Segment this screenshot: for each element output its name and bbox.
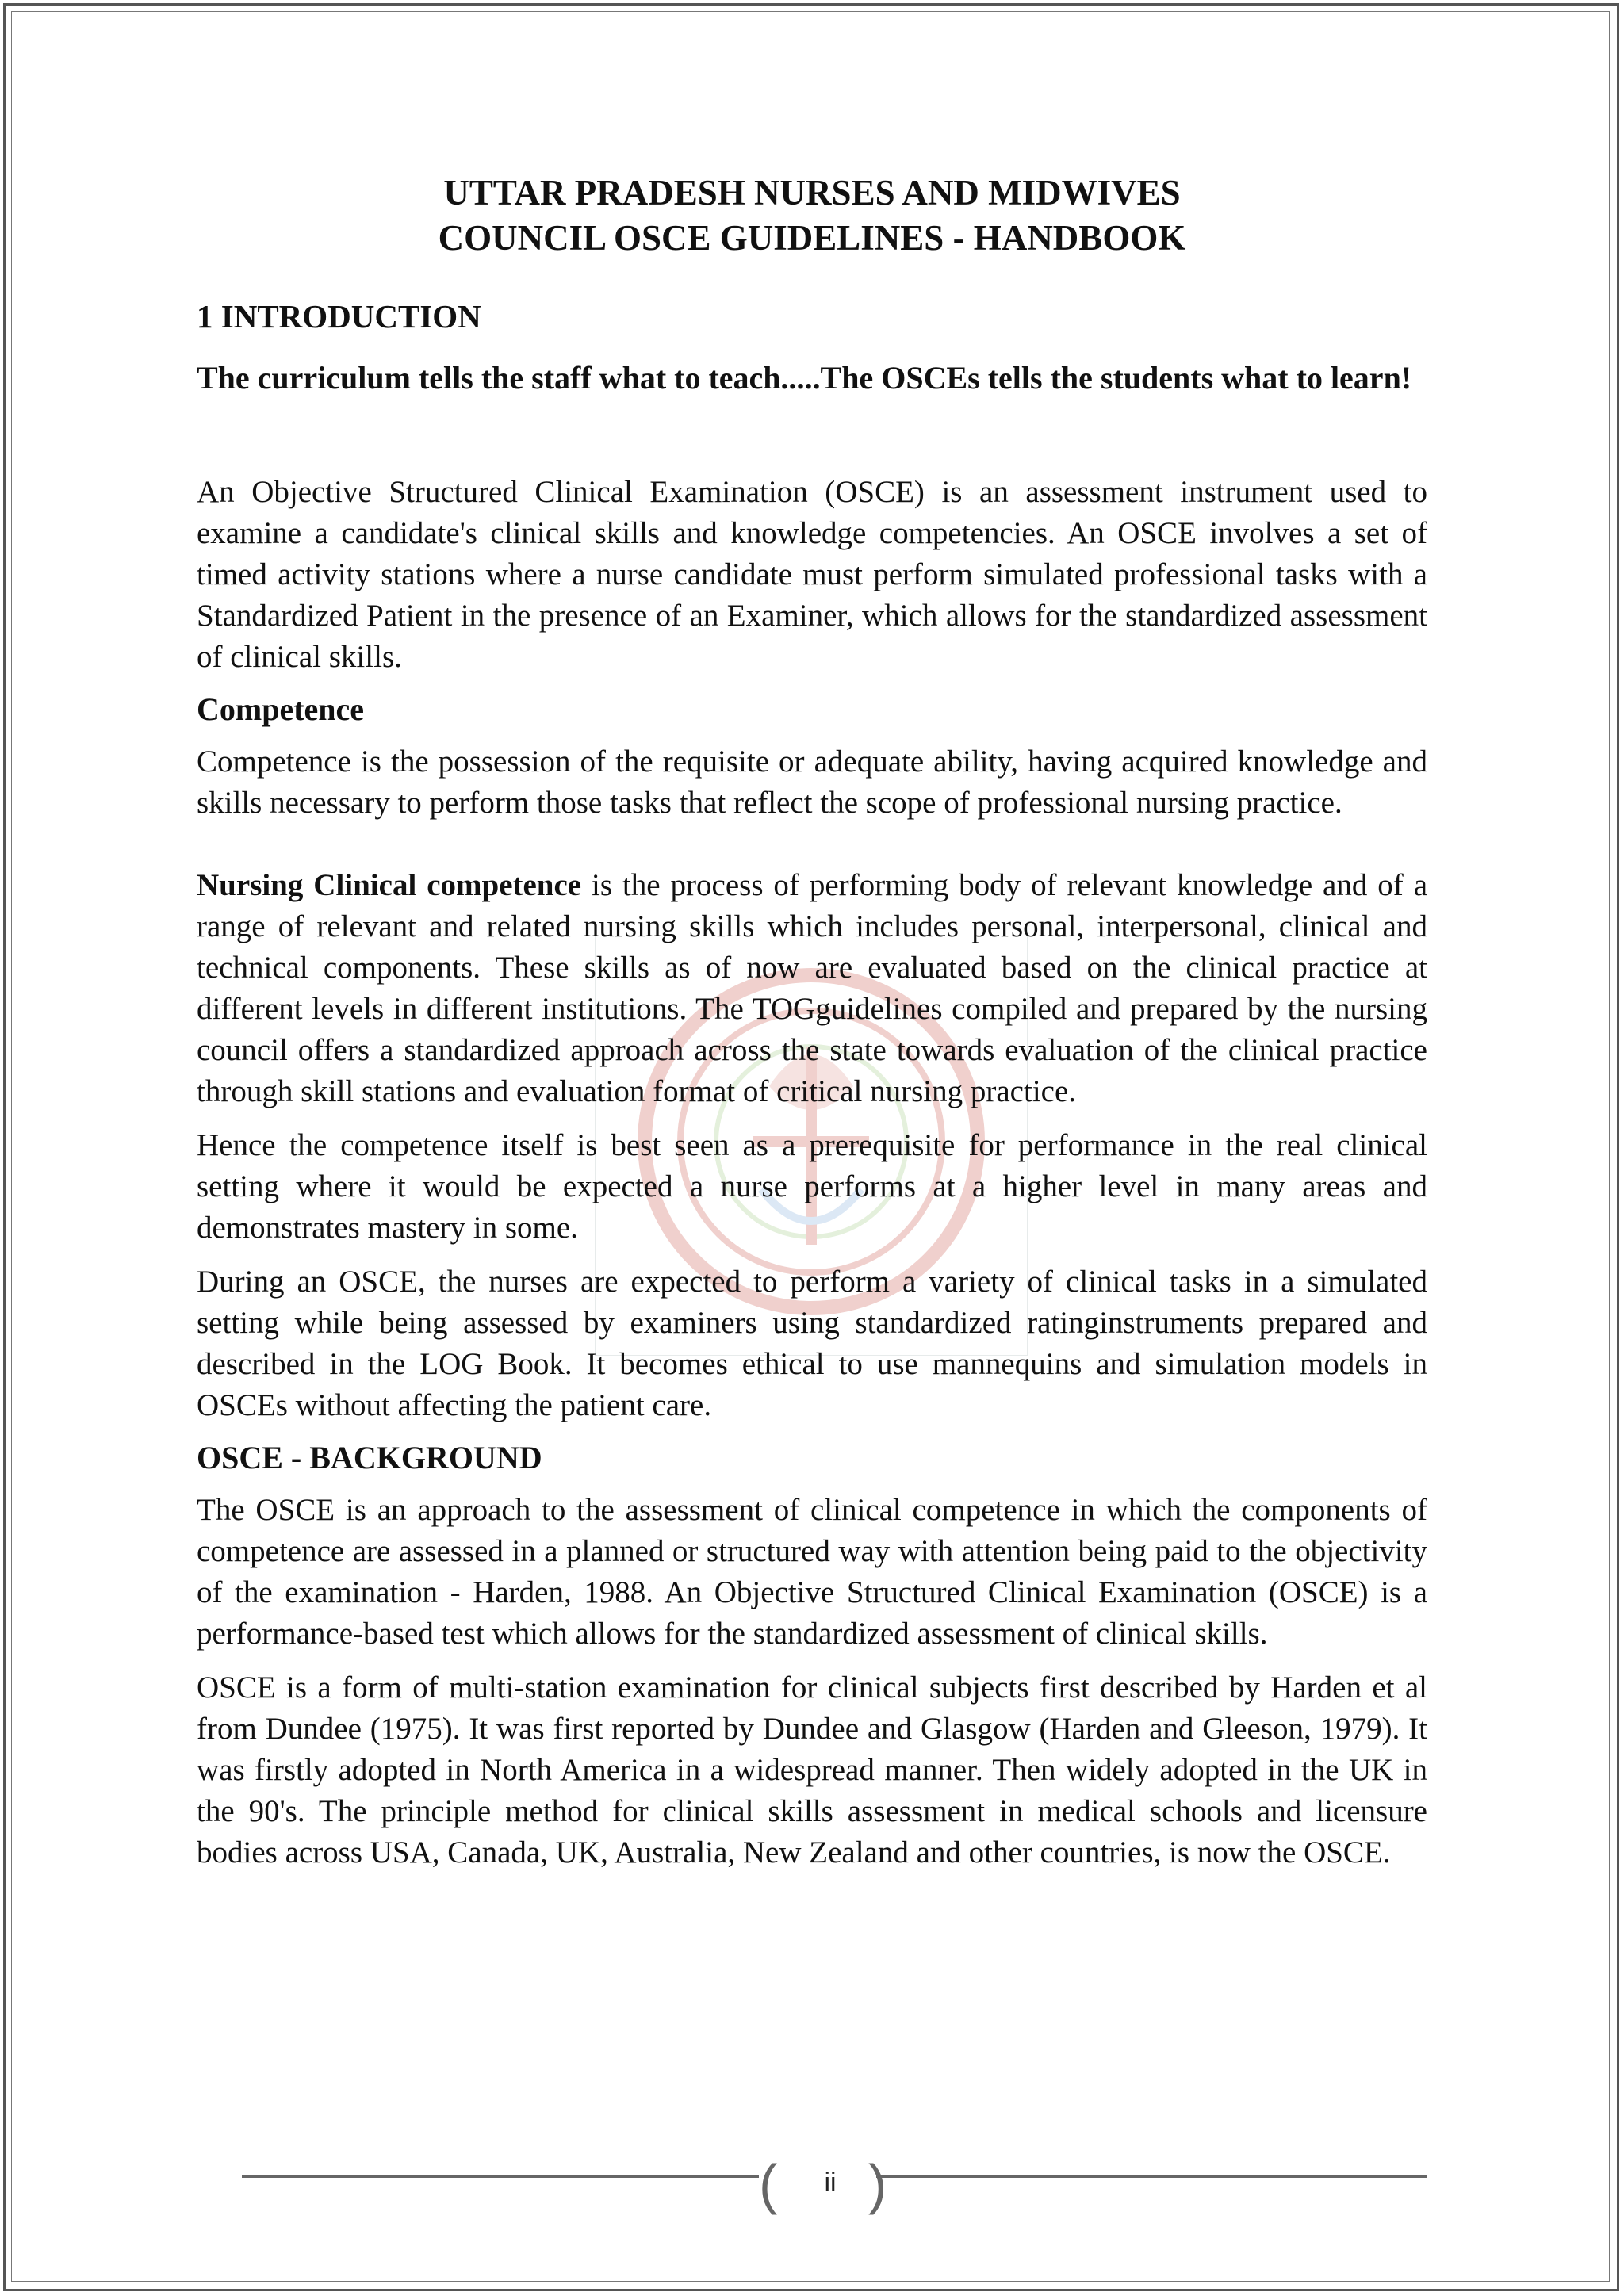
footer-rule-left <box>242 2175 759 2178</box>
intro-paragraph: An Objective Structured Clinical Examination (OSCE) is an assessment instrument used to examine a candidate's clinical skills and knowledge competencies. An OSCE involves a set of timed activity stations where a nurse candidate must perform simulated professional tasks with a Standardized Patient in the presence of an Examiner, which allows for the standardized assessment of clinical skills. <box>197 475 1427 674</box>
lead-quote: The curriculum tells the staff what to teach.....The OSCEs tells the students what to learn! <box>197 360 1412 396</box>
competence-paragraph-4: During an OSCE, the nurses are expected to perform a variety of clinical tasks in a simulated setting while being assessed by examiners using standardized ratinginstruments prepared and described in the LOG Book. It becomes ethical to use mannequins and simulation models in OSCEs without affecting the patient care. <box>197 1265 1427 1422</box>
competence-paragraph-1: Competence is the possession of the requisite or adequate ability, having acquired knowledge and skills necessary to perform those tasks that reflect the scope of professional nursing practice. <box>197 744 1427 820</box>
background-paragraph-2: OSCE is a form of multi-station examination for clinical subjects first described by Harden et al from Dundee (1975). It was first reported by Dundee and Glasgow (Harden and Gleeson, 1979). It was firstly adopted in North America in a widespread manner. Then widely adopted in the UK in the 90's. The principle method for clinical skills assessment in medical schools and licensure bodies across USA, Canada, UK, Australia, New Zealand and other countries, is now the OSCE. <box>197 1670 1427 1869</box>
background-paragraph-1: The OSCE is an approach to the assessment of clinical competence in which the components of competence are assessed in a planned or structured way with attention being paid to the objectivity of the examination - Harden, 1988. An Objective Structured Clinical Examination (OSCE) is a performance-based test which allows for the standardized assessment of clinical skills. <box>197 1493 1427 1651</box>
footer-bracket-left: ( <box>759 2153 778 2215</box>
title-line-2: COUNCIL OSCE GUIDELINES - HANDBOOK <box>438 218 1186 258</box>
title-line-1: UTTAR PRADESH NURSES AND MIDWIVES <box>443 173 1181 212</box>
footer-rule-right <box>876 2175 1427 2178</box>
competence-paragraph-3: Hence the competence itself is best seen as a prerequisite for performance in the real clinical setting where it would be expected a nurse performs at a higher level in many areas and demonstrates mastery in some. <box>197 1128 1427 1245</box>
page-footer <box>242 2153 1427 2220</box>
osce-background-heading: OSCE - BACKGROUND <box>197 1440 542 1475</box>
competence-paragraph-2-text: is the process of performing body of relevant knowledge and of a range of relevant and related nursing skills which includes personal, interpersonal, clinical and technical components. These skills as of now are evaluated based on the clinical practice at different levels in different institutions. The TOGguidelines compiled and prepared by the nursing council offers a standardized approach across the state towards evaluation of the clinical practice through skill stations and evaluation format of critical nursing practice. <box>197 868 1428 1108</box>
document-content <box>197 170 1427 1873</box>
nursing-clinical-competence-term: Nursing Clinical competence <box>197 868 582 902</box>
competence-paragraph-2 <box>197 865 1427 1112</box>
document-title <box>197 170 1427 261</box>
section-heading-introduction: 1 INTRODUCTION <box>197 298 481 335</box>
footer-bracket-right: ) <box>868 2153 887 2215</box>
page-number: ii <box>824 2168 837 2198</box>
competence-heading: Competence <box>197 691 365 727</box>
